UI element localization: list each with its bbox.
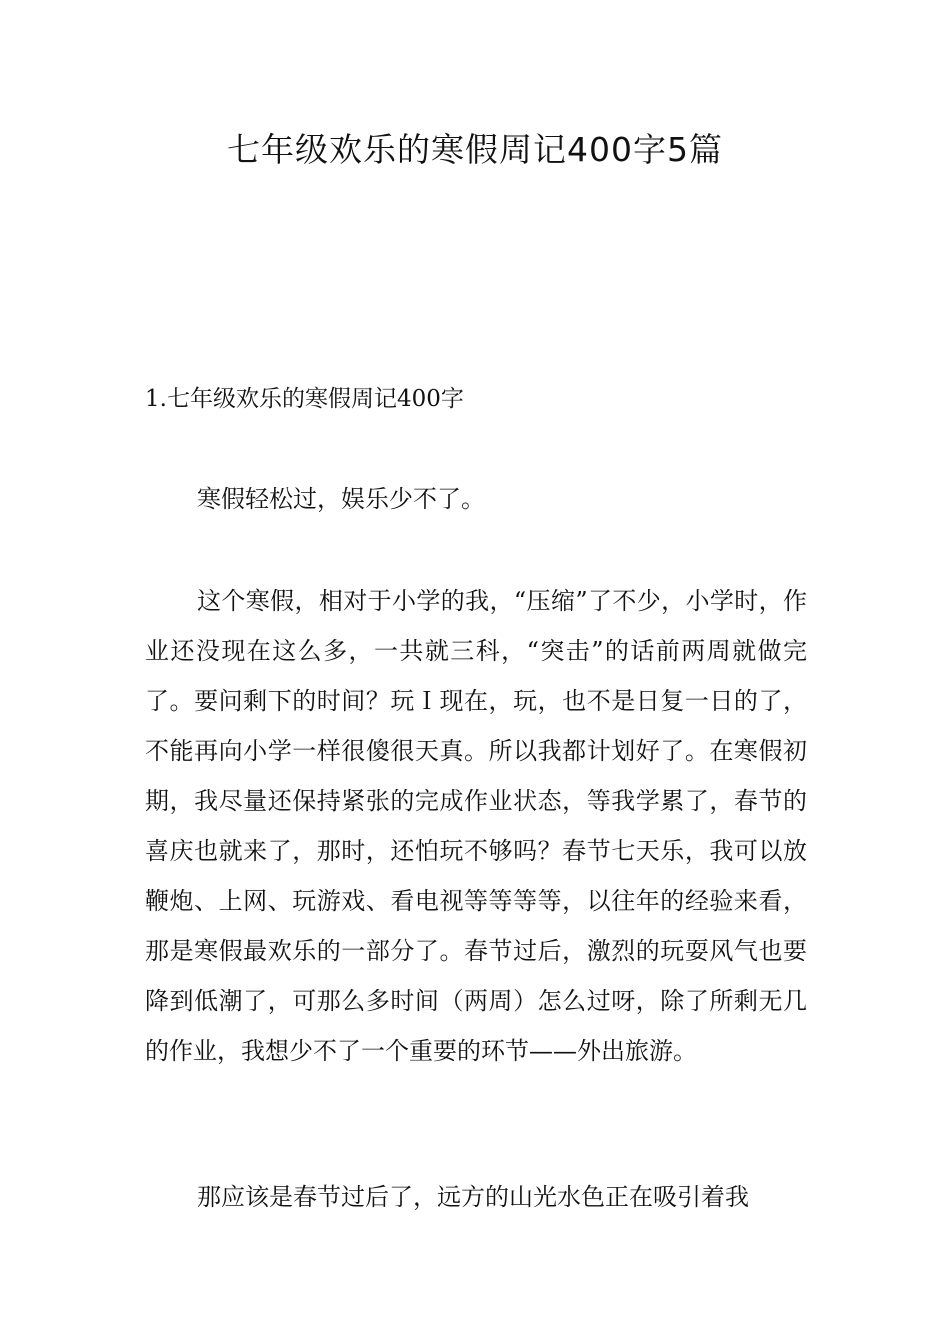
paragraph-1: 寒假轻松过，娱乐少不了。 <box>197 485 485 513</box>
paragraph-2: 这个寒假，相对于小学的我，“压缩”了不少，小学时，作业还没现在这么多，一共就三科，“突击”的话前两周就做完了。要问剩下的时间？玩Ｉ现在，玩，也不是日复一日的了，不能再向小学一样很傻很天真。所以我都计划好了。在寒假初期，我尽量还保持紧张的完成作业状态，等我学累了，春节的喜庆也就来了，那时，还怕玩不够吗？春节七天乐，我可以放鞭炮、上网、玩游戏、看电视等等等等，以往年的经验来看，那是寒假最欢乐的一部分了。春节过后，激烈的玩耍风气也要降到低潮了，可那么多时间（两周）怎么过呀，除了所剩无几的作业，我想少不了一个重要的环节——外出旅游。 <box>145 587 807 1065</box>
paragraph-3: 那应该是春节过后了，远方的山光水色正在吸引着我 <box>197 1183 749 1211</box>
section-heading: 1.七年级欢乐的寒假周记400字 <box>145 386 464 412</box>
document-title: 七年级欢乐的寒假周记400字5篇 <box>227 130 723 169</box>
